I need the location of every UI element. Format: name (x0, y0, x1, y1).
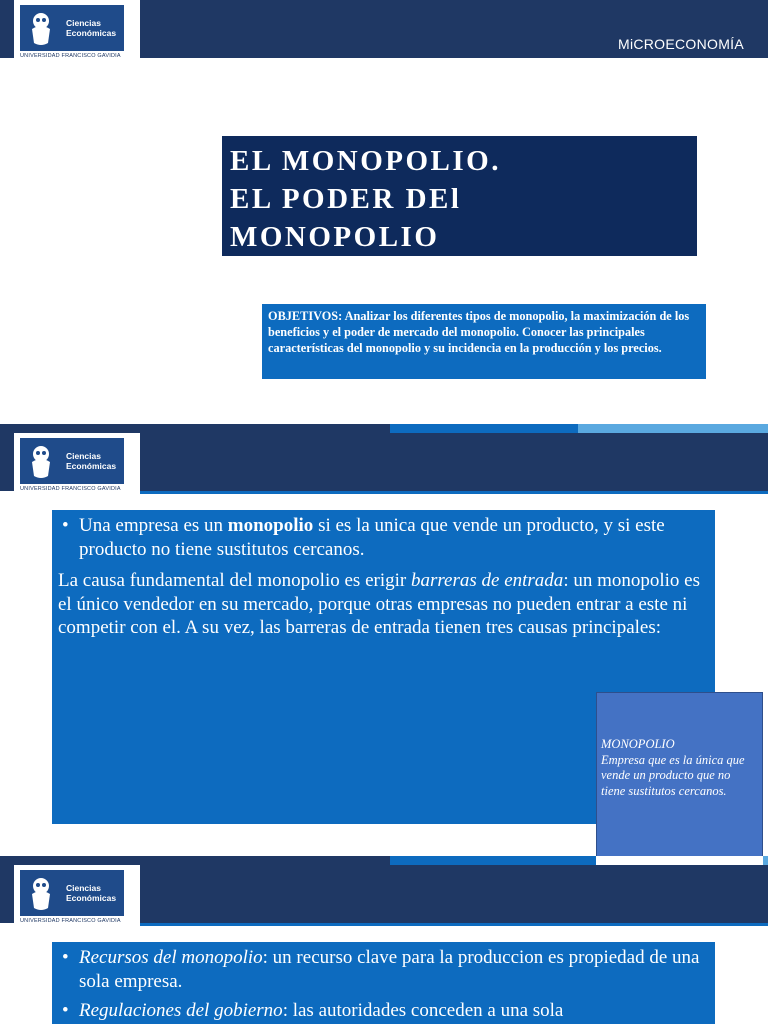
title-line-3: MONOPOLIO (230, 221, 440, 253)
bullet-text-after: si es la unica que vende un producto, y si este producto no tiene sustitutos cercanos. (79, 515, 665, 560)
logo-name-line1: Ciencias (66, 450, 101, 461)
logo-name-line2: Económicas (66, 892, 117, 903)
bullet-text-bold: monopolio (227, 515, 314, 536)
bullet-dot-icon: • (62, 515, 69, 536)
objectives-box: OBJETIVOS: Analizar los diferentes tipos de monopolio, la maximización de los beneficios y el poder de mercado del monopolio. Conocer las principales características del monopolio y su incidencia en la producción y los precios. (262, 304, 706, 379)
bullet-text-before: Una empresa es un (79, 515, 228, 536)
paragraph-text-after: : un monopolio es el único vendedor en su mercado, porque otras empresas no pueden entrar a este ni competir con el. A su vez, las barreras de entrada tienen tres causas principales: (58, 570, 701, 638)
top-stripe-blue (390, 856, 596, 865)
slide-barriers (0, 856, 768, 1024)
logo (14, 433, 140, 491)
paragraph-text-before: La causa fundamental del monopolio es erigir (58, 570, 411, 591)
title-line-1: EL MONOPOLIO. (230, 145, 501, 177)
logo-name-line2: Económicas (66, 27, 117, 38)
top-stripe-light (763, 856, 768, 865)
slide-title (0, 0, 768, 424)
barrier-bullet-text: : las autoridades conceden a una sola (282, 1000, 564, 1021)
paragraph-text-italic: barreras de entrada (410, 570, 564, 591)
top-stripe-navy (0, 424, 390, 433)
barrier-bullet-text: : un recurso clave para la produccion es propiedad de una sola empresa. (79, 947, 700, 992)
bullet-dot-icon: • (62, 947, 69, 968)
owl-emblem-icon (20, 870, 62, 916)
top-stripe-light (578, 424, 768, 433)
logo-university: UNIVERSIDAD FRANCISCO GAVIDIA (20, 52, 121, 59)
definition-box (596, 692, 763, 865)
header-underline (140, 923, 768, 926)
top-stripe-navy (0, 856, 390, 865)
logo-name-line1: Ciencias (66, 17, 101, 28)
top-stripe-blue (390, 424, 578, 433)
bullet-dot-icon: • (62, 1000, 69, 1021)
logo (14, 865, 140, 923)
header-underline (140, 491, 768, 494)
owl-emblem-icon (20, 5, 62, 51)
definition-text: Empresa que es la única que vende un producto que no tiene sustitutos cercanos. (601, 752, 745, 798)
logo (14, 0, 140, 58)
logo-name-line1: Ciencias (66, 882, 101, 893)
slide-title-box (222, 136, 697, 256)
owl-emblem-icon (20, 438, 62, 484)
logo-university: UNIVERSIDAD FRANCISCO GAVIDIA (20, 917, 121, 924)
logo-name-line2: Económicas (66, 460, 117, 471)
monopoly-bullet (58, 514, 705, 561)
barrier-bullet-italic: Recursos del monopolio (79, 947, 263, 968)
barrier-bullet-resources (58, 946, 705, 993)
definition-term: MONOPOLIO (601, 737, 675, 751)
title-line-2: EL PODER DEl (230, 183, 462, 215)
barrier-bullet-regulations (58, 999, 705, 1023)
logo-university: UNIVERSIDAD FRANCISCO GAVIDIA (20, 485, 121, 492)
barriers-paragraph (58, 569, 705, 640)
barrier-bullet-italic: Regulaciones del gobierno (79, 1000, 283, 1021)
barriers-content-box (52, 942, 715, 1024)
course-label: MiCROECONOMÍA (617, 36, 744, 52)
